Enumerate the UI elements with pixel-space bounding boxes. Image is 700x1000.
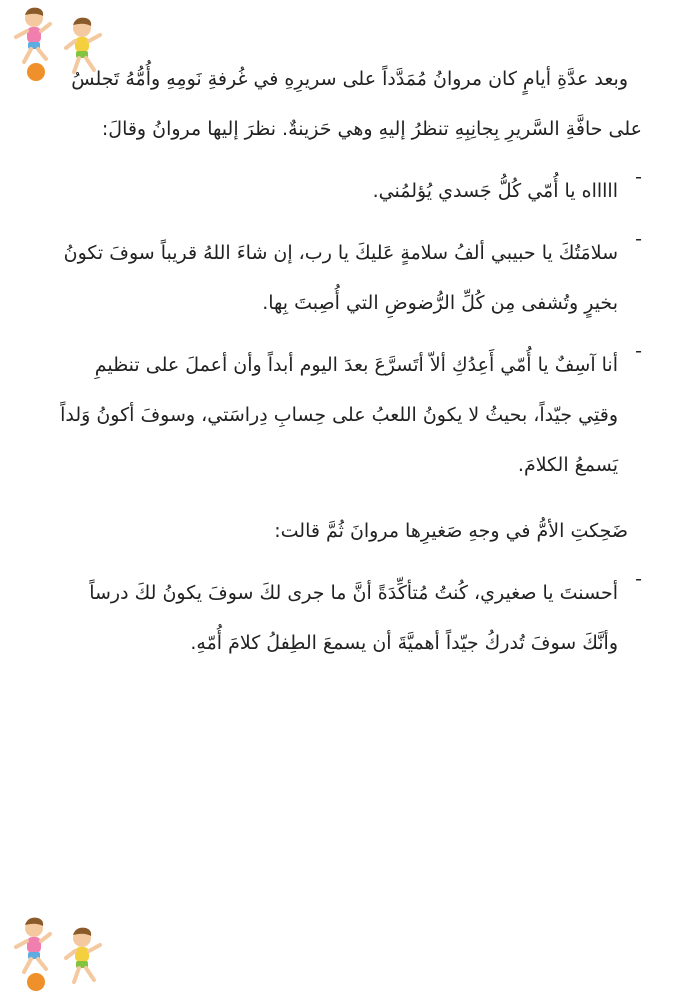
dialog-text-2: سلامَتُكَ يا حبيبي ألفُ سلامةٍ عَليكَ يا رب، إن شاءَ اللهُ قريباً سوفَ تكونُ بخيرٍ وتُشفى مِن كُلِّ الرُّضوضِ التي أُصِبتَ بِها. (63, 242, 618, 314)
story-text (60, 50, 642, 668)
dialog-line-4 (60, 568, 642, 668)
dialog-dash: - (635, 568, 642, 590)
dialog-line-2 (60, 228, 642, 328)
dialog-text-3: أنا آسِفٌ يا أُمّي أَعِدُكِ ألاّ أتَسرَّعَ بعدَ اليوم أبداً وأن أعملَ على تنظيمِ وقتِي جيّداً، بحيثُ لا يكونُ اللعبُ على حِسابِ دِراسَتي، وسوفَ أكونُ وَلداً يَسمعُ الكلامَ. (60, 354, 618, 476)
dialog-dash: - (635, 340, 642, 362)
kids-playing-football-icon (10, 914, 110, 994)
intro-line-2: على حافَّةِ السَّريرِ بِجانِبِهِ تنظرُ إليهِ وهي حَزينةٌ. نظرَ إليها مروانُ وقالَ: (101, 118, 642, 140)
dialog-dash: - (635, 228, 642, 250)
narration-line: ضَحِكتِ الأمُّ في وجهِ صَغيرِها مروانَ ثُمَّ قالت: (274, 520, 628, 542)
dialog-dash: - (635, 166, 642, 188)
intro-line-1: وبعد عدَّةِ أيامٍ كان مروانُ مُمَدَّداً على سريرِهِ في غُرفةِ نَومِهِ وأُمُّهُ تَجلسُ (71, 68, 628, 90)
dialog-line-1 (60, 166, 642, 216)
dialog-text-1: اااااه يا أُمّي كُلُّ جَسدي يُؤلمُني. (372, 180, 618, 202)
dialog-line-3 (60, 340, 642, 490)
dialog-text-4: أحسنتَ يا صغيري، كُنتُ مُتأكِّدَةً أنَّ ما جرى لكَ سوفَ يكونُ لكَ درساً وأنَّكَ سوفَ تُدركُ جيّداً أهميَّةَ أن يسمعَ الطِفلُ كلامَ أُمّهِ. (89, 582, 618, 654)
